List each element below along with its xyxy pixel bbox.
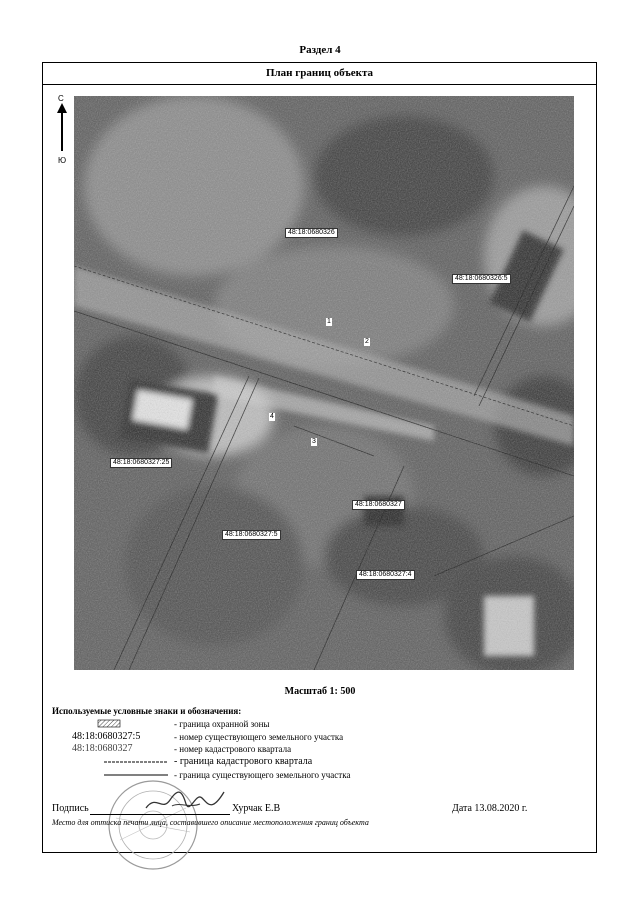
handwritten-signature-icon [142, 786, 228, 816]
legend-symbol-quarter-number: 48:18:0680327 [72, 743, 133, 754]
parcel-label-0680327-4: 48:18:0680327:4 [356, 570, 415, 580]
point-label-2: 2 [365, 338, 369, 345]
compass-north-label: С [58, 94, 64, 103]
stamp-footnote: Место для оттиска печати лица, составившего описание местоположения границ объекта [52, 818, 369, 827]
map-scale: Масштаб 1: 500 [284, 686, 356, 697]
cadastral-map [74, 96, 574, 670]
parcel-label-0680326: 48:18:0680326 [285, 228, 338, 238]
point-label-1: 1 [327, 318, 331, 325]
section-title: Раздел 4 [299, 44, 341, 56]
parcel-label-0680327: 48:18:0680327 [352, 500, 405, 510]
legend-text-quarter-number: - номер кадастрового квартала [174, 744, 292, 754]
legend-title: Используемые условные знаки и обозначения: [52, 706, 242, 716]
signature-line [90, 814, 230, 815]
point-label-3: 3 [312, 438, 316, 445]
north-arrow-icon [55, 103, 69, 163]
parcel-label-0680326-5: 48:18:0680326:5 [452, 274, 511, 284]
aerial-photo [74, 96, 574, 670]
legend-text-quarter-boundary: - граница кадастрового квартала [174, 756, 313, 767]
compass [52, 94, 72, 174]
legend-item-quarter-number [52, 743, 552, 755]
legend-item-parcel-number [52, 731, 552, 743]
legend-text-parcel-number: - номер существующего земельного участка [174, 732, 344, 742]
document-date: Дата 13.08.2020 г. [452, 803, 528, 814]
parcel-label-0680327-5: 48:18:0680327:5 [222, 530, 281, 540]
legend-text-parcel-boundary: - граница существующего земельного участка [174, 770, 351, 780]
compass-south-label: Ю [58, 156, 67, 165]
signature-label: Подпись [52, 803, 89, 814]
point-label-4: 4 [270, 413, 274, 420]
signer-name: Хурчак Е.В [232, 803, 281, 814]
legend-item-protection-zone [52, 718, 552, 730]
legend-item-quarter-boundary [52, 756, 552, 768]
hatched-rectangle-icon [52, 718, 170, 730]
legend-text-protection-zone: - граница охранной зоны [174, 719, 270, 729]
dashed-line-icon [52, 756, 170, 768]
legend-symbol-parcel-number: 48:18:0680327:5 [72, 731, 141, 742]
frame-header: План границ объекта [43, 63, 596, 85]
parcel-label-0680327-25: 48:18:0680327:25 [110, 458, 172, 468]
